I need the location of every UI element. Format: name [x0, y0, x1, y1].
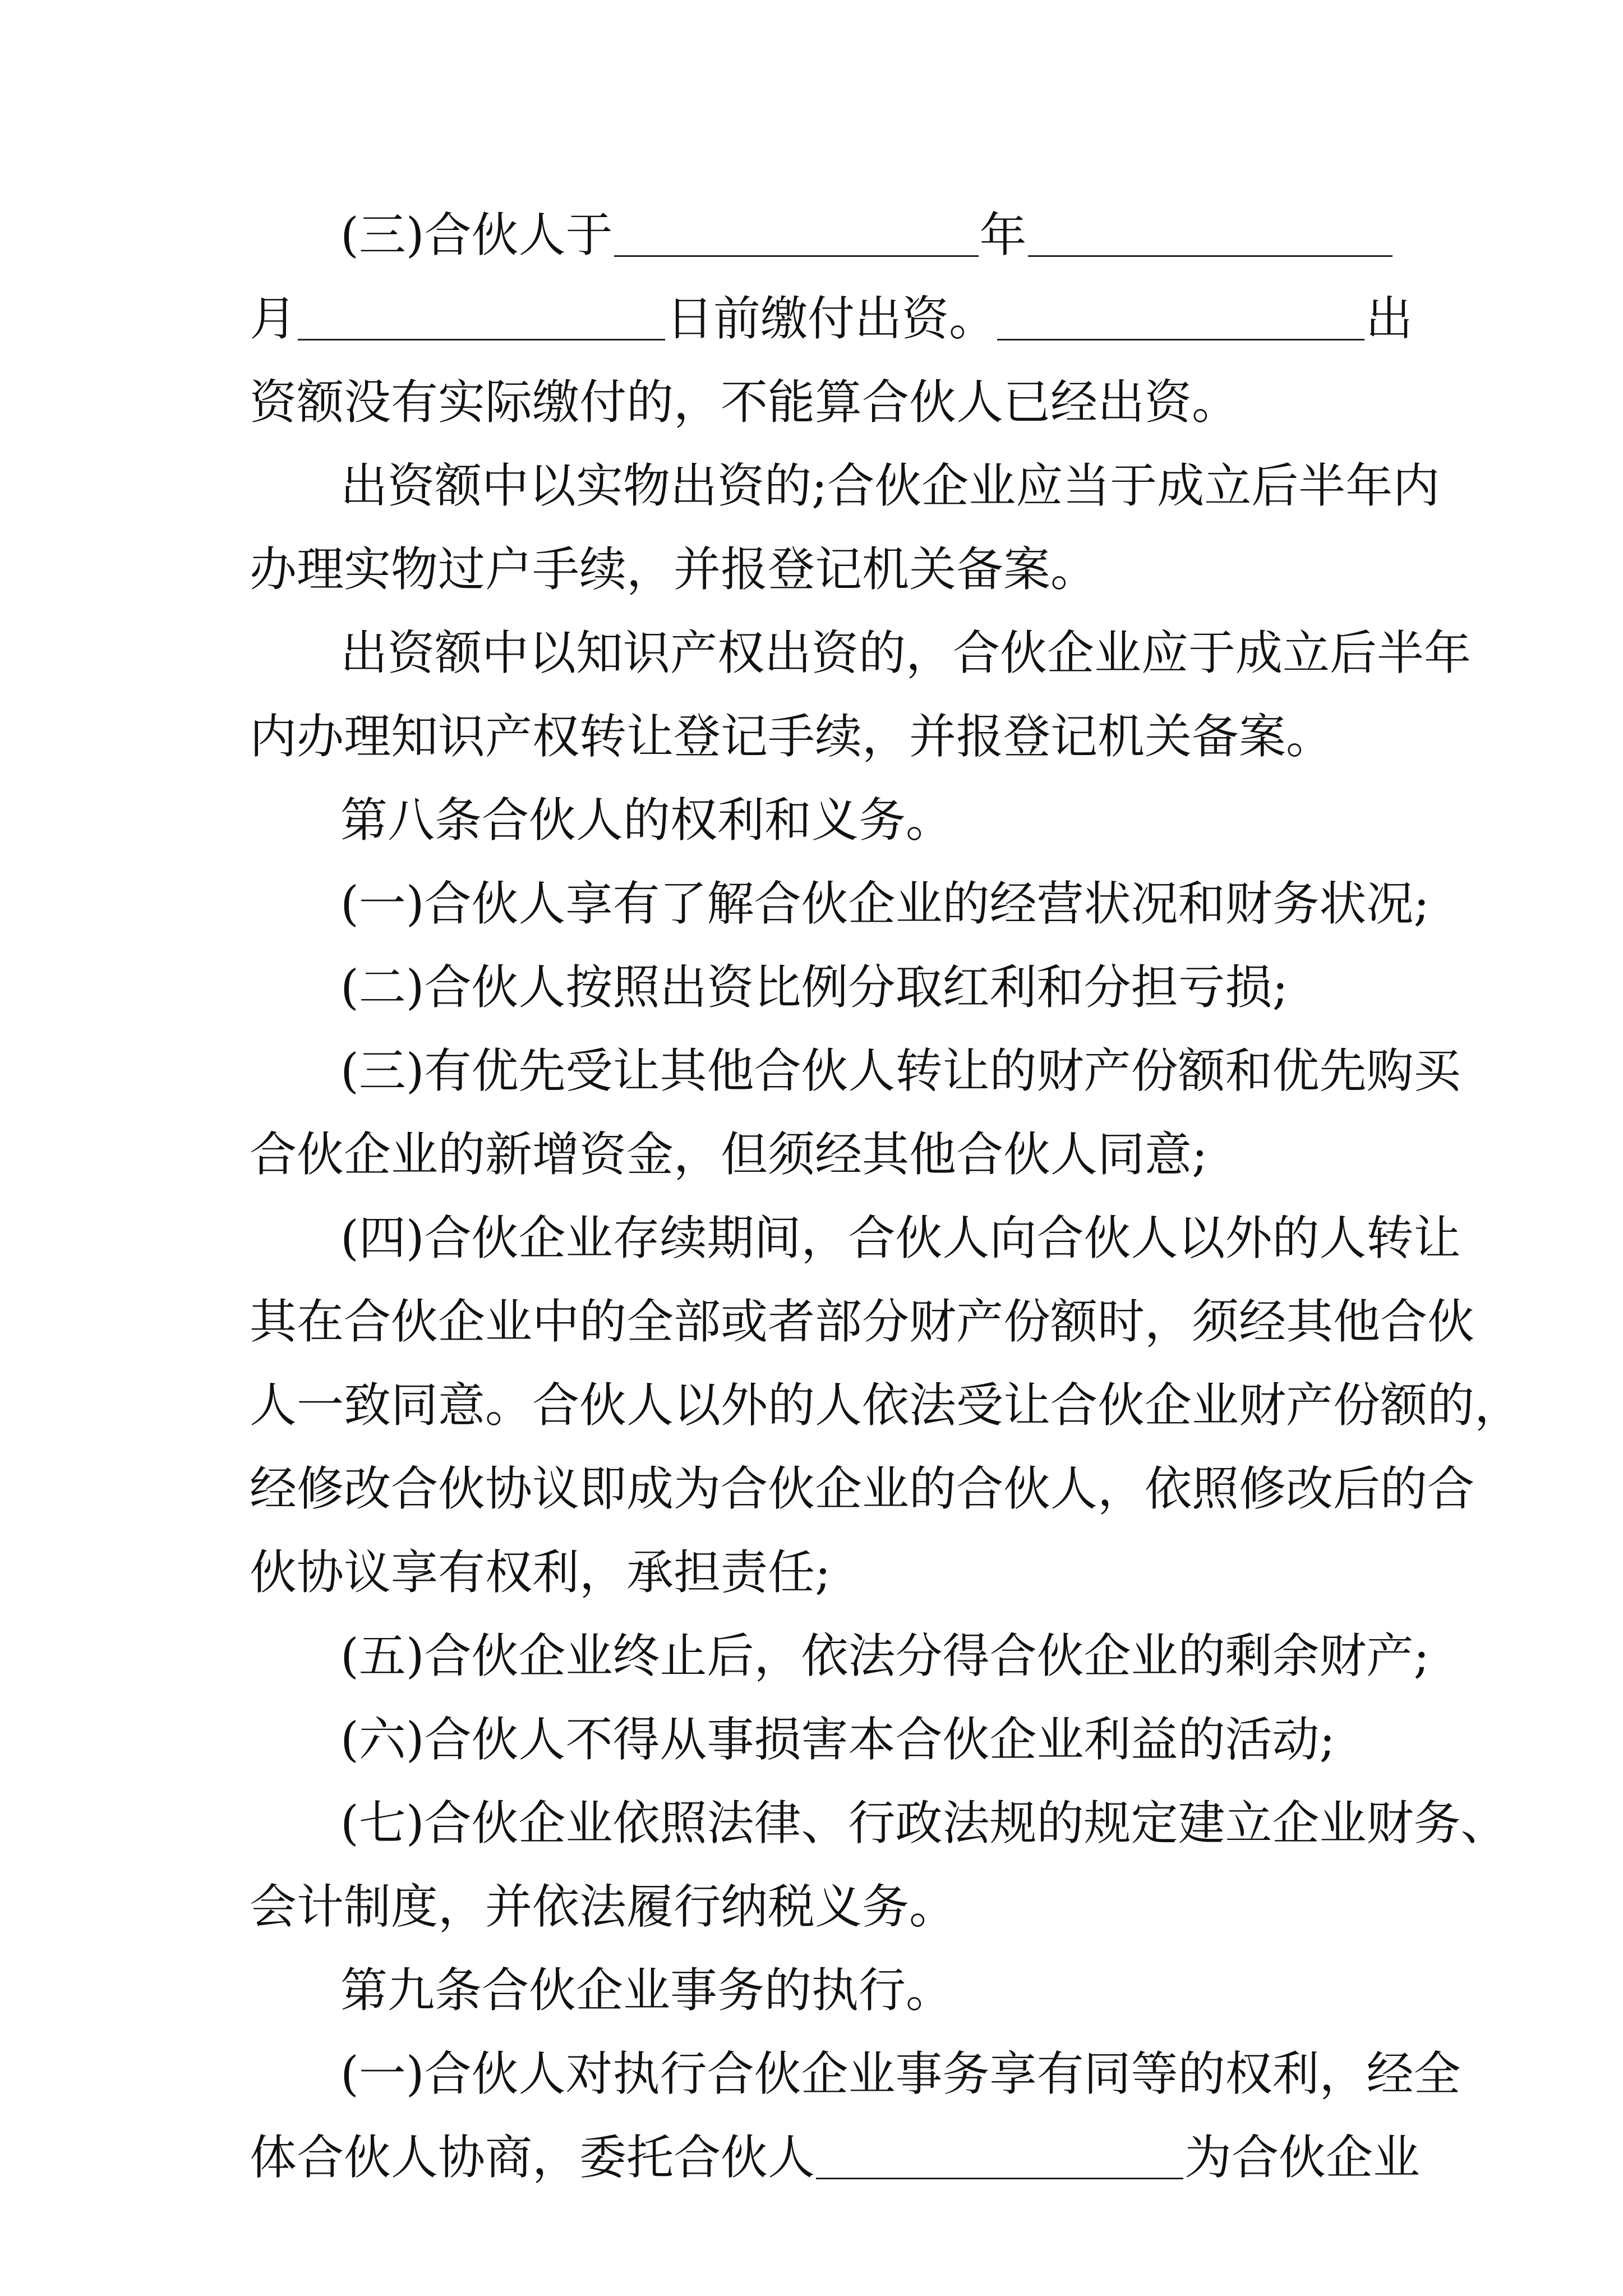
fill-blank-month[interactable]	[1028, 207, 1393, 257]
line-text: 月	[250, 291, 297, 346]
line-text: 为合伙企业	[1184, 2130, 1421, 2185]
paragraph-line: 其在合伙企业中的全部或者部分财产份额时，须经其他合伙	[250, 1294, 1475, 1349]
paragraph-line: 经修改合伙协议即成为合伙企业的合伙人，依照修改后的合	[250, 1461, 1475, 1516]
paragraph-line	[250, 194, 1377, 277]
paragraph-line: (六)合伙人不得从事损害本合伙企业利益的活动;	[340, 1712, 1335, 1767]
paragraph-line: 人一致同意。合伙人以外的人依法受让合伙企业财产份额的，	[250, 1378, 1522, 1433]
article-heading: 第九条合伙企业事务的执行。	[340, 1963, 953, 2018]
article-heading: 第八条合伙人的权利和义务。	[340, 793, 953, 848]
paragraph-line: 会计制度，并依法履行纳税义务。	[250, 1879, 957, 1934]
paragraph-line: 办理实物过户手续，并报登记机关备案。	[250, 542, 1098, 597]
paragraph-line: 合伙企业的新增资金，但须经其他合伙人同意;	[250, 1127, 1208, 1182]
paragraph-line: (三)有优先受让其他合伙人转让的财产份额和优先购买	[340, 1043, 1461, 1098]
paragraph-line: (一)合伙人享有了解合伙企业的经营状况和财务状况;	[340, 876, 1430, 931]
paragraph-line: (四)合伙企业存续期间，合伙人向合伙人以外的人转让	[340, 1211, 1461, 1266]
line-text: (三)合伙人于	[340, 208, 613, 263]
line-text: 体合伙人协商，委托合伙人	[250, 2130, 815, 2185]
paragraph-line: 资额没有实际缴付的，不能算合伙人已经出资。	[250, 375, 1239, 430]
fill-blank-day[interactable]	[298, 291, 665, 341]
paragraph-line: 伙协议享有权利，承担责任;	[250, 1545, 831, 1600]
paragraph-line: (七)合伙企业依照法律、行政法规的规定建立企业财务、	[340, 1796, 1508, 1851]
paragraph-line: (二)合伙人按照出资比例分取红利和分担亏损;	[340, 960, 1288, 1015]
paragraph-line: (一)合伙人对执行合伙企业事务享有同等的权利，经全	[340, 2046, 1461, 2101]
line-text: 日前缴付出资。	[666, 291, 997, 346]
paragraph-line: 出资额中以实物出资的;合伙企业应当于成立后半年内	[340, 458, 1440, 513]
fill-blank-amount[interactable]	[997, 291, 1364, 341]
line-text: 出	[1366, 291, 1413, 346]
paragraph-line: 出资额中以知识产权出资的，合伙企业应于成立后半年	[340, 625, 1472, 680]
paragraph-line	[250, 2116, 1421, 2200]
paragraph-line	[250, 277, 1413, 361]
line-text: 年	[979, 208, 1027, 263]
fill-blank-executor[interactable]	[816, 2129, 1183, 2179]
paragraph-line: (五)合伙企业终止后，依法分得合伙企业的剩余财产;	[340, 1628, 1430, 1683]
paragraph-line: 内办理知识产权转让登记手续，并报登记机关备案。	[250, 709, 1334, 764]
fill-blank-year[interactable]	[614, 207, 979, 257]
